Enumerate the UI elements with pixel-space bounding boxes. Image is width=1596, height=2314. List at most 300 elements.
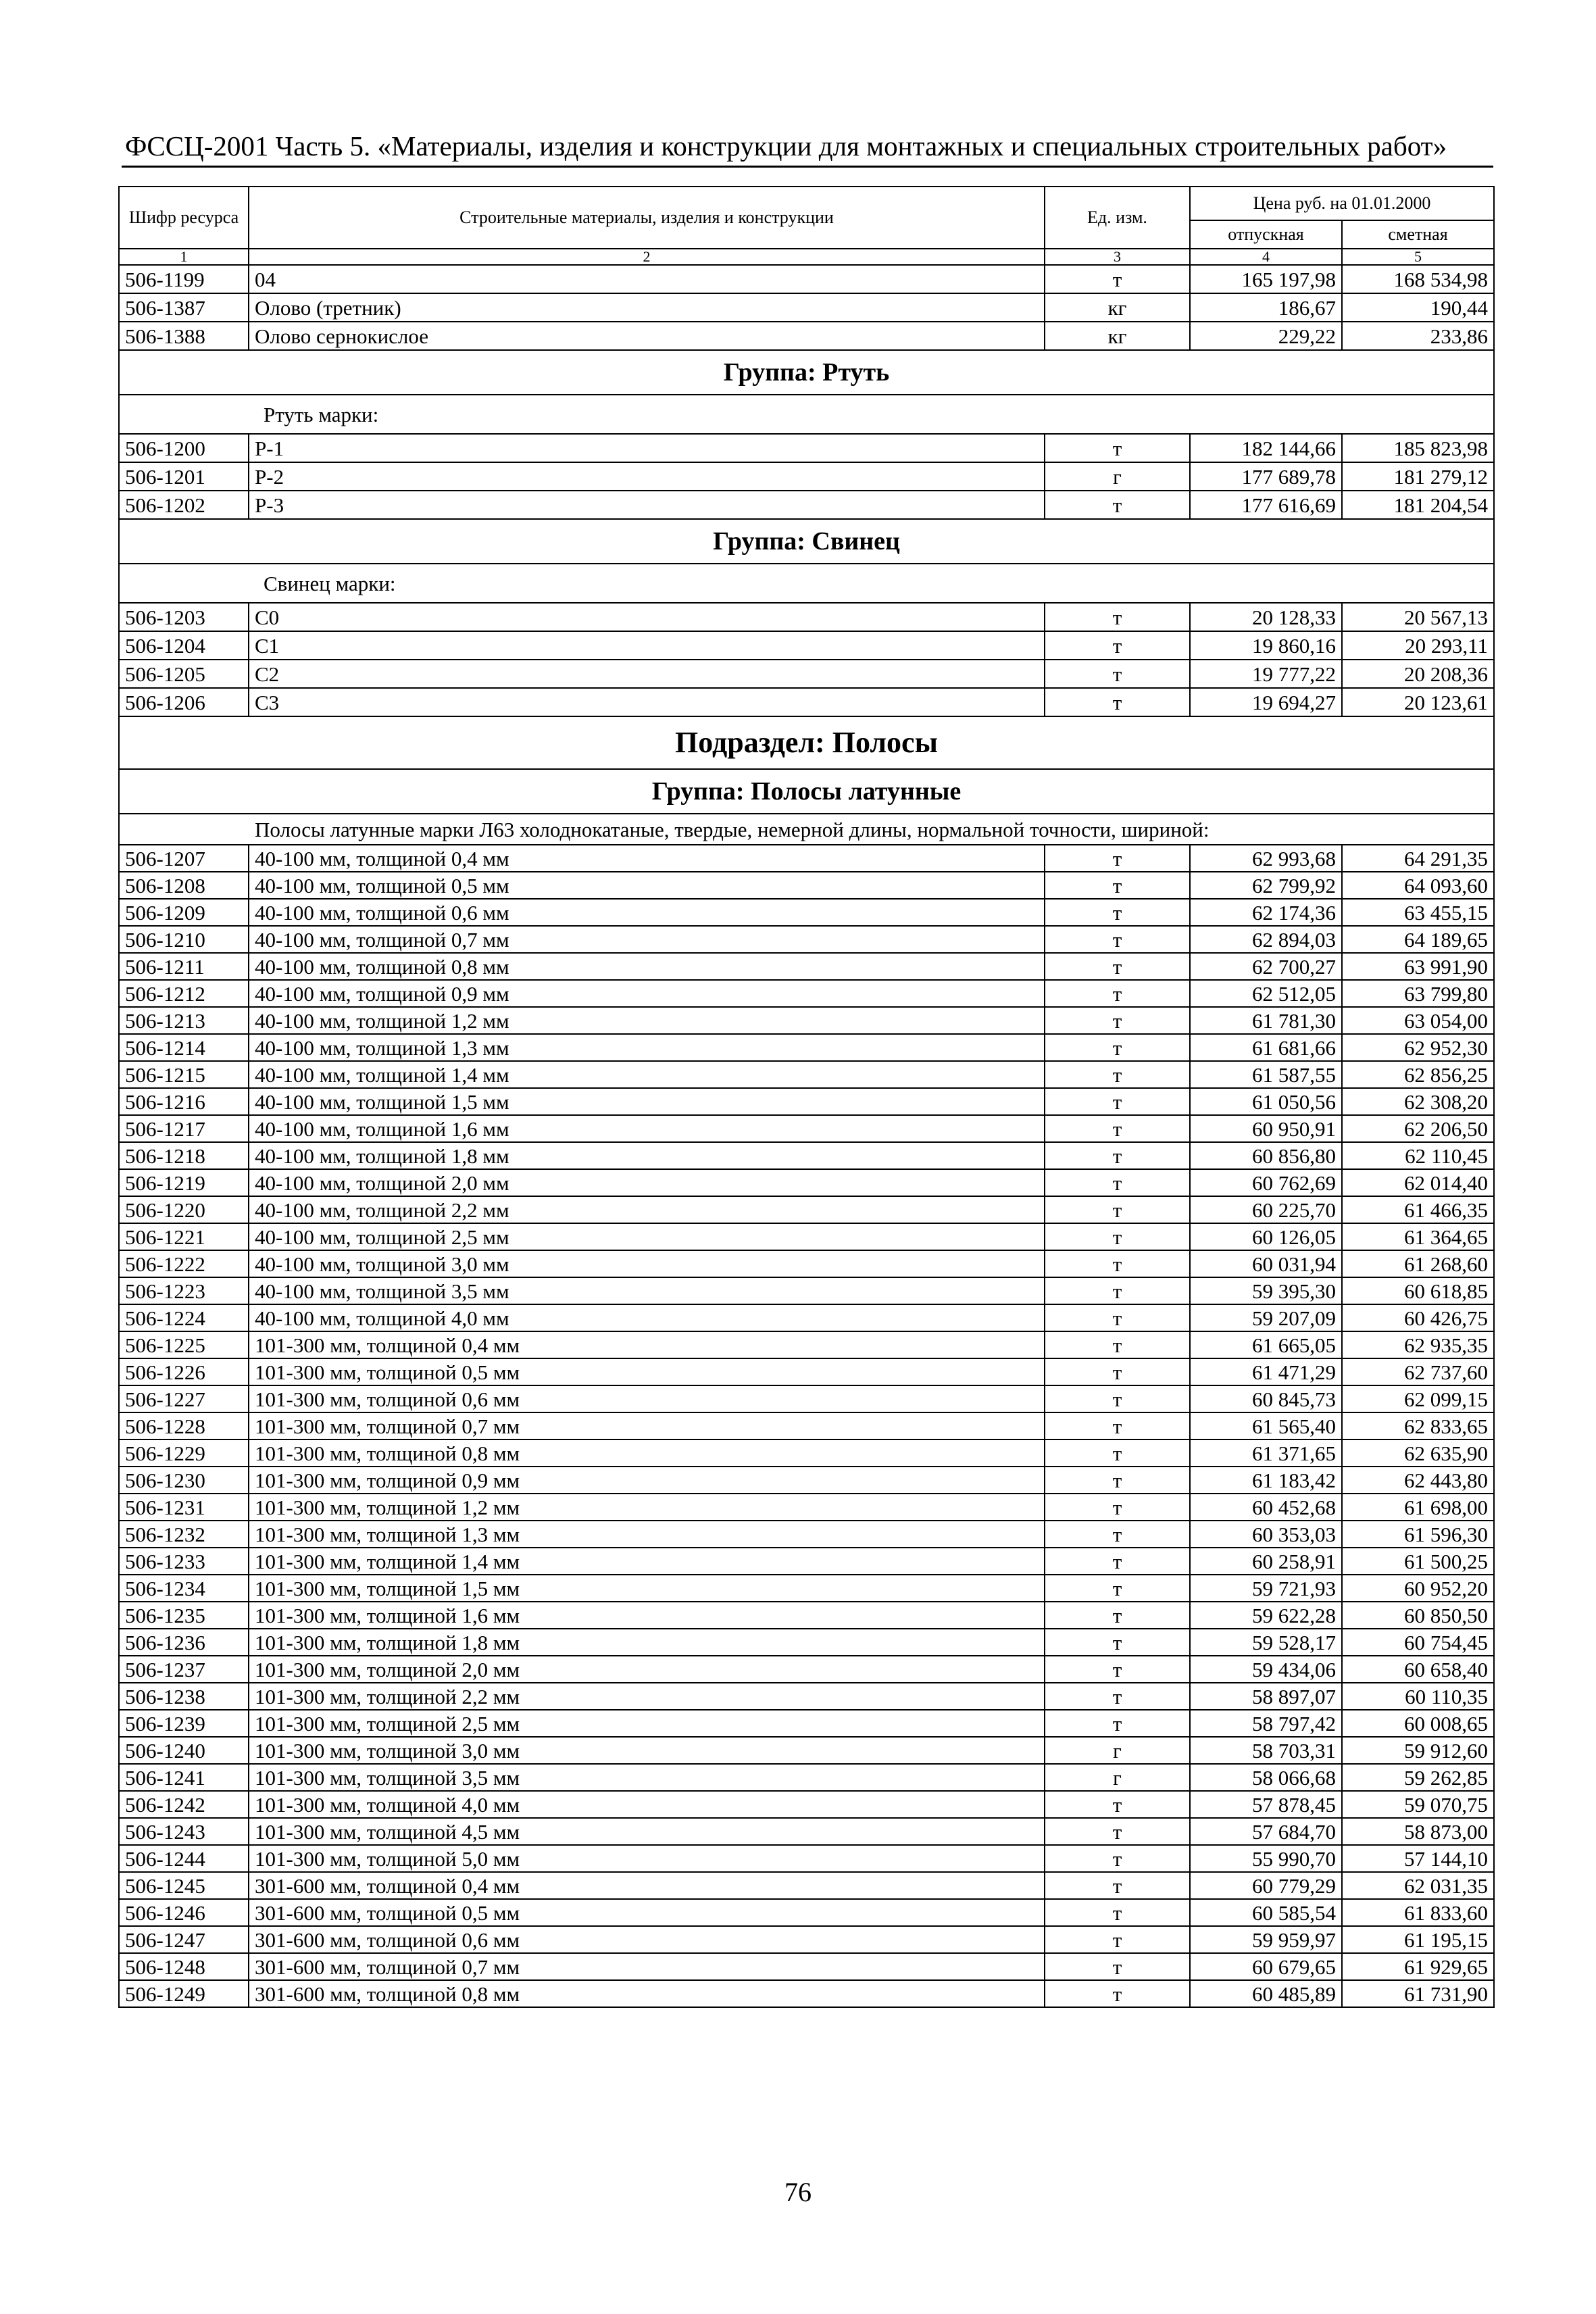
release-price-cell: 165 197,98 — [1190, 265, 1342, 293]
resource-code-cell: 506-1234 — [119, 1575, 249, 1602]
resource-code-cell: 506-1203 — [119, 603, 249, 631]
material-name-cell: С1 — [249, 631, 1045, 660]
table-row — [119, 1872, 1494, 1899]
page-number: 76 — [784, 2177, 812, 2207]
material-name-cell: 40-100 мм, толщиной 3,0 мм — [249, 1250, 1045, 1277]
resource-code-cell: 506-1235 — [119, 1602, 249, 1629]
estimate-price-cell: 58 873,00 — [1342, 1818, 1494, 1845]
estimate-price-cell: 64 189,65 — [1342, 926, 1494, 953]
table-row — [119, 1007, 1494, 1034]
estimate-price-cell: 61 698,00 — [1342, 1494, 1494, 1521]
release-price-cell: 19 694,27 — [1190, 688, 1342, 716]
resource-code-cell: 506-1216 — [119, 1088, 249, 1115]
material-name-cell: 101-300 мм, толщиной 4,5 мм — [249, 1818, 1045, 1845]
table-row — [119, 1439, 1494, 1467]
resource-code-cell: 506-1205 — [119, 660, 249, 688]
material-name-cell: 40-100 мм, толщиной 0,6 мм — [249, 899, 1045, 926]
resource-code-cell: 506-1246 — [119, 1899, 249, 1926]
release-price-cell: 58 066,68 — [1190, 1764, 1342, 1791]
estimate-price-cell: 60 658,40 — [1342, 1656, 1494, 1683]
material-name-cell: С2 — [249, 660, 1045, 688]
unit-cell: т — [1045, 660, 1190, 688]
table-row — [119, 1629, 1494, 1656]
material-name-cell: 101-300 мм, толщиной 0,7 мм — [249, 1412, 1045, 1439]
unit-cell: т — [1045, 1710, 1190, 1737]
estimate-price-cell: 62 014,40 — [1342, 1169, 1494, 1196]
unit-cell: т — [1045, 1656, 1190, 1683]
resource-code-cell: 506-1247 — [119, 1926, 249, 1953]
estimate-price-cell: 62 856,25 — [1342, 1061, 1494, 1088]
material-name-cell: Олово сернокислое — [249, 322, 1045, 350]
table-row — [119, 1764, 1494, 1791]
resource-code-cell: 506-1241 — [119, 1764, 249, 1791]
release-price-cell: 59 395,30 — [1190, 1277, 1342, 1304]
release-price-cell: 61 665,05 — [1190, 1331, 1342, 1358]
resource-code-cell: 506-1388 — [119, 322, 249, 350]
table-row — [119, 845, 1494, 872]
resource-code-cell: 506-1249 — [119, 1980, 249, 2007]
material-name-cell: 101-300 мм, толщиной 3,5 мм — [249, 1764, 1045, 1791]
table-row — [119, 1088, 1494, 1115]
table-row — [119, 1061, 1494, 1088]
estimate-price-cell: 60 618,85 — [1342, 1277, 1494, 1304]
unit-cell: т — [1045, 434, 1190, 462]
resource-code-cell: 506-1230 — [119, 1467, 249, 1494]
unit-cell: т — [1045, 1494, 1190, 1521]
release-price-cell: 57 878,45 — [1190, 1791, 1342, 1818]
material-name-cell: 301-600 мм, толщиной 0,5 мм — [249, 1899, 1045, 1926]
unit-cell: т — [1045, 265, 1190, 293]
release-price-cell: 60 779,29 — [1190, 1872, 1342, 1899]
table-row — [119, 491, 1494, 519]
release-price-cell: 62 894,03 — [1190, 926, 1342, 953]
table-row — [119, 1683, 1494, 1710]
table-row — [119, 1548, 1494, 1575]
release-price-cell: 19 860,16 — [1190, 631, 1342, 660]
column-number-row — [119, 249, 1494, 265]
material-name-cell: 101-300 мм, толщиной 0,5 мм — [249, 1358, 1045, 1385]
material-name-cell: 301-600 мм, толщиной 0,7 мм — [249, 1953, 1045, 1980]
resource-code-cell: 506-1206 — [119, 688, 249, 716]
unit-cell: т — [1045, 1169, 1190, 1196]
group-heading: Группа: Полосы латунные — [119, 769, 1494, 814]
estimate-price-cell: 62 099,15 — [1342, 1385, 1494, 1412]
table-row — [119, 1494, 1494, 1521]
material-name-cell: Р-1 — [249, 434, 1045, 462]
table-row — [119, 1710, 1494, 1737]
group-lead — [119, 519, 1494, 603]
unit-cell: г — [1045, 1737, 1190, 1764]
release-price-cell: 60 031,94 — [1190, 1250, 1342, 1277]
material-name-cell: 40-100 мм, толщиной 0,4 мм — [249, 845, 1045, 872]
table-row — [119, 1980, 1494, 2007]
estimate-price-cell: 233,86 — [1342, 322, 1494, 350]
resource-code-cell: 506-1200 — [119, 434, 249, 462]
estimate-price-cell: 61 268,60 — [1342, 1250, 1494, 1277]
unit-cell: т — [1045, 1845, 1190, 1872]
resource-code-cell: 506-1232 — [119, 1521, 249, 1548]
release-price-cell: 20 128,33 — [1190, 603, 1342, 631]
material-name-cell: Р-2 — [249, 462, 1045, 491]
table-head — [119, 187, 1494, 265]
resource-code-cell: 506-1228 — [119, 1412, 249, 1439]
release-price-cell: 186,67 — [1190, 293, 1342, 322]
col-number: 1 — [119, 249, 249, 265]
table-row — [119, 1358, 1494, 1385]
material-name-cell: 101-300 мм, толщиной 0,8 мм — [249, 1439, 1045, 1467]
material-name-cell: Олово (третник) — [249, 293, 1045, 322]
estimate-price-cell: 61 500,25 — [1342, 1548, 1494, 1575]
material-name-cell: 40-100 мм, толщиной 1,6 мм — [249, 1115, 1045, 1142]
resource-code-cell: 506-1207 — [119, 845, 249, 872]
material-name-cell: 301-600 мм, толщиной 0,6 мм — [249, 1926, 1045, 1953]
unit-cell: т — [1045, 1791, 1190, 1818]
estimate-price-cell: 60 110,35 — [1342, 1683, 1494, 1710]
unit-cell: т — [1045, 1872, 1190, 1899]
resource-code-cell: 506-1242 — [119, 1791, 249, 1818]
release-price-cell: 59 207,09 — [1190, 1304, 1342, 1331]
resource-code-cell: 506-1220 — [119, 1196, 249, 1223]
resource-code-cell: 506-1211 — [119, 953, 249, 980]
estimate-price-cell: 62 635,90 — [1342, 1439, 1494, 1467]
estimate-price-cell: 61 195,15 — [1342, 1926, 1494, 1953]
table-row — [119, 1223, 1494, 1250]
col-number: 2 — [249, 249, 1045, 265]
col-header-code: Шифр ресурса — [119, 187, 249, 249]
table-row — [119, 434, 1494, 462]
material-name-cell: 40-100 мм, толщиной 1,5 мм — [249, 1088, 1045, 1115]
release-price-cell: 57 684,70 — [1190, 1818, 1342, 1845]
unit-cell: т — [1045, 1142, 1190, 1169]
subgroup-heading: Свинец марки: — [119, 564, 1494, 603]
release-price-cell: 62 174,36 — [1190, 899, 1342, 926]
estimate-price-cell: 63 991,90 — [1342, 953, 1494, 980]
release-price-cell: 62 993,68 — [1190, 845, 1342, 872]
resource-code-cell: 506-1204 — [119, 631, 249, 660]
material-name-cell: 101-300 мм, толщиной 0,6 мм — [249, 1385, 1045, 1412]
unit-cell: т — [1045, 1926, 1190, 1953]
release-price-cell: 59 434,06 — [1190, 1656, 1342, 1683]
col-number: 4 — [1190, 249, 1342, 265]
estimate-price-cell: 62 308,20 — [1342, 1088, 1494, 1115]
release-price-cell: 59 622,28 — [1190, 1602, 1342, 1629]
unit-cell: т — [1045, 1304, 1190, 1331]
resource-code-cell: 506-1244 — [119, 1845, 249, 1872]
material-name-cell: 101-300 мм, толщиной 1,3 мм — [249, 1521, 1045, 1548]
release-price-cell: 60 950,91 — [1190, 1115, 1342, 1142]
release-price-cell: 60 452,68 — [1190, 1494, 1342, 1521]
group-mercury — [119, 350, 1494, 434]
resource-code-cell: 506-1217 — [119, 1115, 249, 1142]
unit-cell: г — [1045, 462, 1190, 491]
table-row — [119, 1521, 1494, 1548]
material-name-cell: 40-100 мм, толщиной 1,4 мм — [249, 1061, 1045, 1088]
resource-code-cell: 506-1224 — [119, 1304, 249, 1331]
unit-cell: т — [1045, 1818, 1190, 1845]
material-name-cell: 101-300 мм, толщиной 2,0 мм — [249, 1656, 1045, 1683]
estimate-price-cell: 59 262,85 — [1342, 1764, 1494, 1791]
estimate-price-cell: 61 596,30 — [1342, 1521, 1494, 1548]
estimate-price-cell: 60 952,20 — [1342, 1575, 1494, 1602]
table-row — [119, 953, 1494, 980]
resource-code-cell: 506-1213 — [119, 1007, 249, 1034]
material-name-cell: 101-300 мм, толщиной 3,0 мм — [249, 1737, 1045, 1764]
release-price-cell: 61 471,29 — [1190, 1358, 1342, 1385]
release-price-cell: 59 528,17 — [1190, 1629, 1342, 1656]
material-name-cell: 101-300 мм, толщиной 5,0 мм — [249, 1845, 1045, 1872]
unit-cell: т — [1045, 1602, 1190, 1629]
unit-cell: т — [1045, 845, 1190, 872]
release-price-cell: 60 126,05 — [1190, 1223, 1342, 1250]
material-name-cell: 04 — [249, 265, 1045, 293]
release-price-cell: 58 897,07 — [1190, 1683, 1342, 1710]
rows-tin — [119, 265, 1494, 350]
table-row — [119, 1331, 1494, 1358]
material-name-cell: 101-300 мм, толщиной 2,2 мм — [249, 1683, 1045, 1710]
material-name-cell: 101-300 мм, толщиной 1,2 мм — [249, 1494, 1045, 1521]
estimate-price-cell: 60 426,75 — [1342, 1304, 1494, 1331]
resource-code-cell: 506-1219 — [119, 1169, 249, 1196]
release-price-cell: 60 258,91 — [1190, 1548, 1342, 1575]
release-price-cell: 60 585,54 — [1190, 1899, 1342, 1926]
table-row — [119, 631, 1494, 660]
rows-mercury — [119, 434, 1494, 519]
material-name-cell: 101-300 мм, толщиной 4,0 мм — [249, 1791, 1045, 1818]
unit-cell: т — [1045, 872, 1190, 899]
resource-code-cell: 506-1210 — [119, 926, 249, 953]
unit-cell: кг — [1045, 322, 1190, 350]
unit-cell: т — [1045, 1953, 1190, 1980]
unit-cell: т — [1045, 1331, 1190, 1358]
table-row — [119, 1656, 1494, 1683]
material-name-cell: 101-300 мм, толщиной 1,8 мм — [249, 1629, 1045, 1656]
unit-cell: т — [1045, 688, 1190, 716]
unit-cell: т — [1045, 1007, 1190, 1034]
resource-code-cell: 506-1225 — [119, 1331, 249, 1358]
unit-cell: т — [1045, 1277, 1190, 1304]
header-rule — [122, 166, 1493, 168]
estimate-price-cell: 62 443,80 — [1342, 1467, 1494, 1494]
estimate-price-cell: 61 731,90 — [1342, 1980, 1494, 2007]
estimate-price-cell: 61 364,65 — [1342, 1223, 1494, 1250]
release-price-cell: 61 565,40 — [1190, 1412, 1342, 1439]
release-price-cell: 62 799,92 — [1190, 872, 1342, 899]
subgroup-heading: Полосы латунные марки Л63 холоднокатаные, твердые, немерной длины, нормальной точности, шириной: — [119, 814, 1494, 845]
col-header-release: отпускная — [1190, 220, 1342, 249]
release-price-cell: 58 797,42 — [1190, 1710, 1342, 1737]
material-name-cell: 301-600 мм, толщиной 0,8 мм — [249, 1980, 1045, 2007]
table-row — [119, 926, 1494, 953]
table-row — [119, 1412, 1494, 1439]
col-number: 3 — [1045, 249, 1190, 265]
unit-cell: т — [1045, 1683, 1190, 1710]
material-name-cell: 40-100 мм, толщиной 4,0 мм — [249, 1304, 1045, 1331]
estimate-price-cell: 20 567,13 — [1342, 603, 1494, 631]
unit-cell: т — [1045, 1548, 1190, 1575]
material-name-cell: 40-100 мм, толщиной 2,0 мм — [249, 1169, 1045, 1196]
table-row — [119, 1926, 1494, 1953]
estimate-price-cell: 59 912,60 — [1342, 1737, 1494, 1764]
estimate-price-cell: 59 070,75 — [1342, 1791, 1494, 1818]
resource-code-cell: 506-1226 — [119, 1358, 249, 1385]
table-row — [119, 980, 1494, 1007]
unit-cell: т — [1045, 1115, 1190, 1142]
resource-code-cell: 506-1238 — [119, 1683, 249, 1710]
estimate-price-cell: 64 093,60 — [1342, 872, 1494, 899]
unit-cell: т — [1045, 1196, 1190, 1223]
material-name-cell: 101-300 мм, толщиной 0,9 мм — [249, 1467, 1045, 1494]
estimate-price-cell: 168 534,98 — [1342, 265, 1494, 293]
group-heading: Группа: Свинец — [119, 519, 1494, 564]
resource-code-cell: 506-1227 — [119, 1385, 249, 1412]
release-price-cell: 60 225,70 — [1190, 1196, 1342, 1223]
resource-code-cell: 506-1387 — [119, 293, 249, 322]
release-price-cell: 60 679,65 — [1190, 1953, 1342, 1980]
estimate-price-cell: 57 144,10 — [1342, 1845, 1494, 1872]
col-header-unit: Ед. изм. — [1045, 187, 1190, 249]
col-header-name: Строительные материалы, изделия и конструкции — [249, 187, 1045, 249]
estimate-price-cell: 62 206,50 — [1342, 1115, 1494, 1142]
material-name-cell: 101-300 мм, толщиной 2,5 мм — [249, 1710, 1045, 1737]
table-row — [119, 1304, 1494, 1331]
release-price-cell: 61 371,65 — [1190, 1439, 1342, 1467]
material-name-cell: С0 — [249, 603, 1045, 631]
table-row — [119, 688, 1494, 716]
resource-code-cell: 506-1239 — [119, 1710, 249, 1737]
unit-cell: т — [1045, 1629, 1190, 1656]
unit-cell: т — [1045, 1061, 1190, 1088]
estimate-price-cell: 190,44 — [1342, 293, 1494, 322]
material-name-cell: 101-300 мм, толщиной 0,4 мм — [249, 1331, 1045, 1358]
table-row — [119, 265, 1494, 293]
release-price-cell: 60 856,80 — [1190, 1142, 1342, 1169]
estimate-price-cell: 60 008,65 — [1342, 1710, 1494, 1737]
unit-cell: т — [1045, 953, 1190, 980]
table-row — [119, 462, 1494, 491]
resource-code-cell: 506-1223 — [119, 1277, 249, 1304]
resource-code-cell: 506-1215 — [119, 1061, 249, 1088]
resource-code-cell: 506-1236 — [119, 1629, 249, 1656]
resource-code-cell: 506-1202 — [119, 491, 249, 519]
estimate-price-cell: 63 455,15 — [1342, 899, 1494, 926]
estimate-price-cell: 62 031,35 — [1342, 1872, 1494, 1899]
estimate-price-cell: 64 291,35 — [1342, 845, 1494, 872]
unit-cell: т — [1045, 899, 1190, 926]
estimate-price-cell: 60 754,45 — [1342, 1629, 1494, 1656]
release-price-cell: 61 781,30 — [1190, 1007, 1342, 1034]
material-name-cell: 40-100 мм, толщиной 2,5 мм — [249, 1223, 1045, 1250]
material-name-cell: 40-100 мм, толщиной 0,8 мм — [249, 953, 1045, 980]
material-name-cell: 101-300 мм, толщиной 1,5 мм — [249, 1575, 1045, 1602]
release-price-cell: 60 762,69 — [1190, 1169, 1342, 1196]
release-price-cell: 19 777,22 — [1190, 660, 1342, 688]
estimate-price-cell: 185 823,98 — [1342, 434, 1494, 462]
table-row — [119, 1115, 1494, 1142]
material-name-cell: Р-3 — [249, 491, 1045, 519]
release-price-cell: 61 183,42 — [1190, 1467, 1342, 1494]
resource-code-cell: 506-1231 — [119, 1494, 249, 1521]
table-row — [119, 1818, 1494, 1845]
unit-cell: т — [1045, 926, 1190, 953]
resource-code-cell: 506-1214 — [119, 1034, 249, 1061]
resource-code-cell: 506-1237 — [119, 1656, 249, 1683]
release-price-cell: 59 721,93 — [1190, 1575, 1342, 1602]
release-price-cell: 60 845,73 — [1190, 1385, 1342, 1412]
unit-cell: г — [1045, 1764, 1190, 1791]
estimate-price-cell: 61 929,65 — [1342, 1953, 1494, 1980]
release-price-cell: 182 144,66 — [1190, 434, 1342, 462]
table-row — [119, 1602, 1494, 1629]
resource-code-cell: 506-1243 — [119, 1818, 249, 1845]
unit-cell: т — [1045, 1385, 1190, 1412]
material-name-cell: С3 — [249, 688, 1045, 716]
estimate-price-cell: 61 466,35 — [1342, 1196, 1494, 1223]
table-row — [119, 603, 1494, 631]
unit-cell: т — [1045, 1899, 1190, 1926]
table-row — [119, 1250, 1494, 1277]
resource-code-cell: 506-1222 — [119, 1250, 249, 1277]
unit-cell: т — [1045, 1358, 1190, 1385]
table-row — [119, 322, 1494, 350]
unit-cell: т — [1045, 1250, 1190, 1277]
unit-cell: т — [1045, 1412, 1190, 1439]
material-name-cell: 301-600 мм, толщиной 0,4 мм — [249, 1872, 1045, 1899]
estimate-price-cell: 60 850,50 — [1342, 1602, 1494, 1629]
estimate-price-cell: 62 833,65 — [1342, 1412, 1494, 1439]
estimate-price-cell: 181 204,54 — [1342, 491, 1494, 519]
material-name-cell: 40-100 мм, толщиной 3,5 мм — [249, 1277, 1045, 1304]
release-price-cell: 55 990,70 — [1190, 1845, 1342, 1872]
estimate-price-cell: 181 279,12 — [1342, 462, 1494, 491]
col-header-price: Цена руб. на 01.01.2000 — [1190, 187, 1494, 220]
unit-cell: т — [1045, 491, 1190, 519]
release-price-cell: 62 512,05 — [1190, 980, 1342, 1007]
unit-cell: т — [1045, 1223, 1190, 1250]
table-row — [119, 1169, 1494, 1196]
unit-cell: т — [1045, 980, 1190, 1007]
resource-code-cell: 506-1221 — [119, 1223, 249, 1250]
unit-cell: т — [1045, 1034, 1190, 1061]
table-row — [119, 660, 1494, 688]
estimate-price-cell: 63 054,00 — [1342, 1007, 1494, 1034]
table-row — [119, 1467, 1494, 1494]
resource-code-cell: 506-1218 — [119, 1142, 249, 1169]
release-price-cell: 60 485,89 — [1190, 1980, 1342, 2007]
estimate-price-cell: 20 293,11 — [1342, 631, 1494, 660]
material-name-cell: 40-100 мм, толщиной 2,2 мм — [249, 1196, 1045, 1223]
estimate-price-cell: 20 123,61 — [1342, 688, 1494, 716]
rows-lead — [119, 603, 1494, 716]
running-header: ФССЦ-2001 Часть 5. «Материалы, изделия и конструкции для монтажных и специальных строительных работ» — [125, 130, 1447, 162]
material-name-cell: 101-300 мм, толщиной 1,6 мм — [249, 1602, 1045, 1629]
table-row — [119, 1845, 1494, 1872]
release-price-cell: 58 703,31 — [1190, 1737, 1342, 1764]
release-price-cell: 61 681,66 — [1190, 1034, 1342, 1061]
resource-code-cell: 506-1212 — [119, 980, 249, 1007]
estimate-price-cell: 62 935,35 — [1342, 1331, 1494, 1358]
subgroup-heading: Ртуть марки: — [119, 395, 1494, 434]
unit-cell: кг — [1045, 293, 1190, 322]
unit-cell: т — [1045, 1467, 1190, 1494]
material-name-cell: 101-300 мм, толщиной 1,4 мм — [249, 1548, 1045, 1575]
unit-cell: т — [1045, 1439, 1190, 1467]
table-row — [119, 293, 1494, 322]
subsection-heading: Подраздел: Полосы — [119, 716, 1494, 769]
table-row — [119, 1277, 1494, 1304]
resource-code-cell: 506-1248 — [119, 1953, 249, 1980]
table-row — [119, 1034, 1494, 1061]
table-row — [119, 1791, 1494, 1818]
